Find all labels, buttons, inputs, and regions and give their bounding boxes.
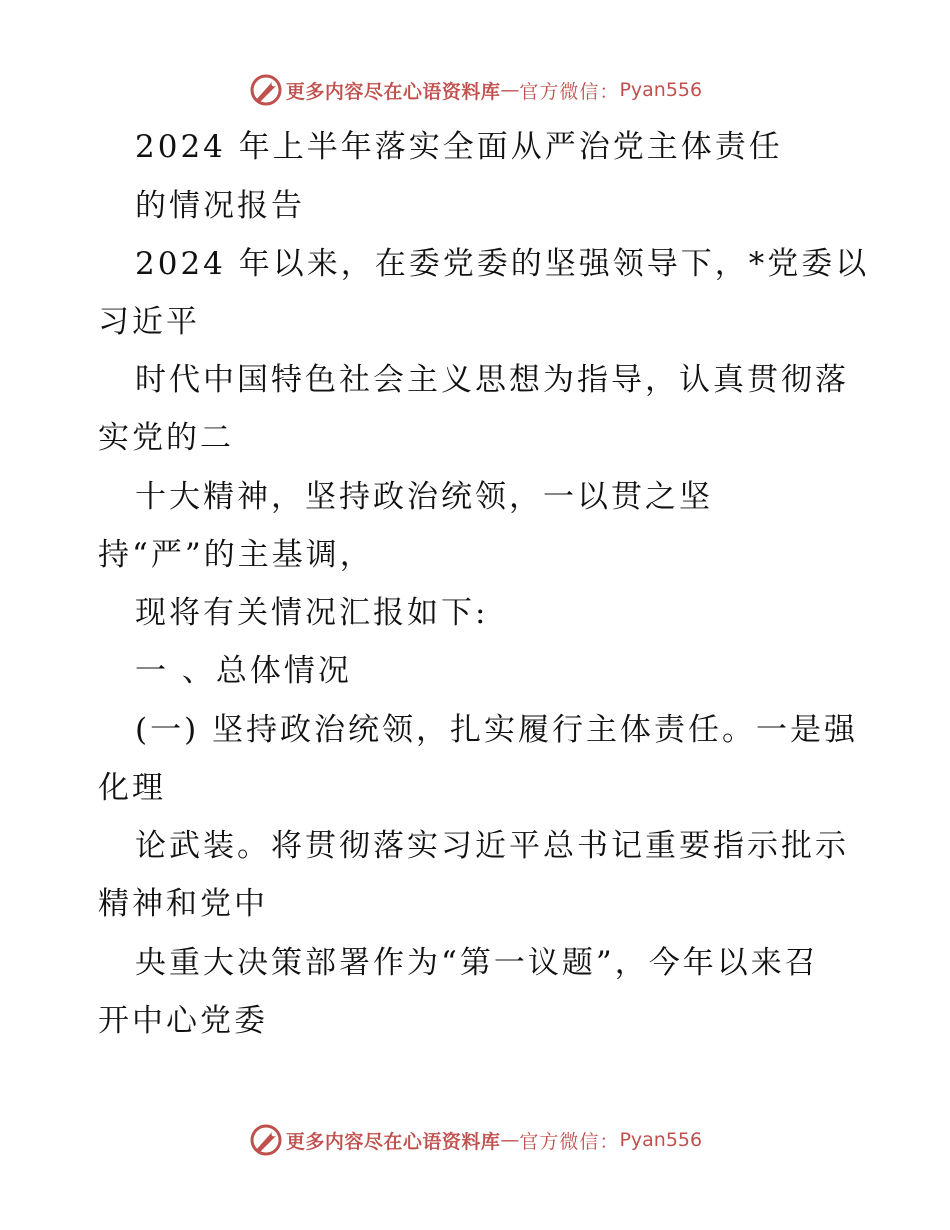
watermark-main-text: 更多内容尽在心语资料库 — [285, 1130, 501, 1153]
pen-nib-logo-icon — [248, 72, 284, 108]
doc-line: 开中心党委 — [98, 1003, 268, 1039]
doc-line: 央重大决策部署作为“第一议题”，今年以来召 — [135, 945, 819, 981]
doc-line: (一) 坚持政治统领，扎实履行主体责任。一是强 — [135, 712, 859, 748]
watermark-official-label: 官方微信： — [519, 80, 620, 103]
doc-line: 2024 年以来，在委党委的坚强领导下，*党委以 — [135, 246, 870, 282]
section-heading: 一 、总体情况 — [135, 653, 352, 689]
pen-nib-logo-icon — [248, 1122, 284, 1158]
doc-line: 现将有关情况汇报如下: — [135, 595, 489, 631]
watermark-wechat-id: Pyan556 — [619, 79, 703, 101]
doc-line: 化理 — [98, 770, 166, 806]
doc-title-line-2: 的情况报告 — [135, 188, 305, 224]
watermark-official-label: 官方微信： — [519, 1130, 620, 1153]
doc-line: 实党的二 — [98, 420, 234, 456]
watermark-separator: — — [500, 79, 520, 101]
watermark-separator: — — [500, 1129, 520, 1151]
doc-title-line-1: 2024 年上半年落实全面从严治党主体责任 — [135, 129, 783, 165]
doc-line: 持“严”的主基调， — [98, 537, 374, 573]
watermark-main-text: 更多内容尽在心语资料库 — [285, 80, 501, 103]
doc-line: 习近平 — [98, 304, 200, 340]
doc-line: 十大精神，坚持政治统领，一以贯之坚 — [135, 479, 713, 515]
doc-line: 精神和党中 — [98, 886, 268, 922]
doc-line: 论武装。将贯彻落实习近平总书记重要指示批示 — [135, 828, 849, 864]
doc-line: 时代中国特色社会主义思想为指导，认真贯彻落 — [135, 362, 849, 398]
watermark-footer — [0, 1120, 950, 1160]
watermark-wechat-id: Pyan556 — [619, 1129, 703, 1151]
watermark-header — [0, 70, 950, 110]
